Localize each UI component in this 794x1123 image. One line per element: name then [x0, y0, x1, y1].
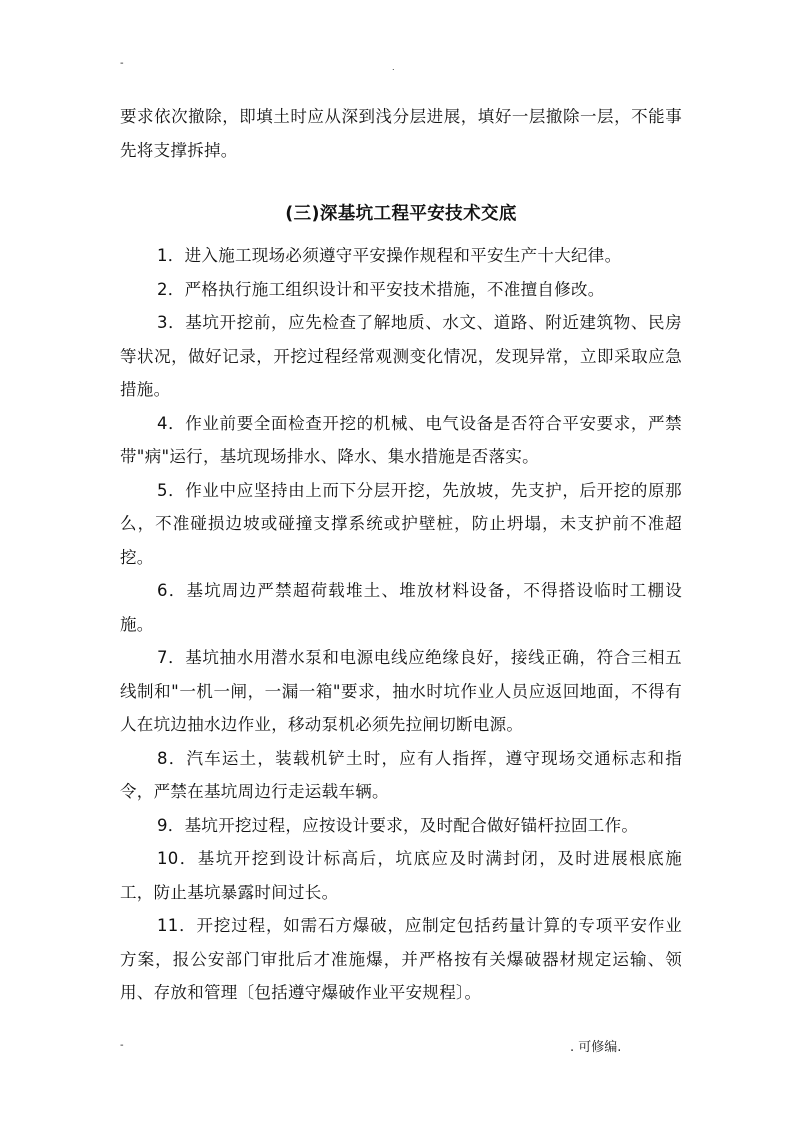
header-mid-mark: .	[392, 63, 395, 72]
list-item: 2．严格执行施工组织设计和平安技术措施，不准擅自修改。	[157, 279, 605, 299]
list-item: 5．作业中应坚持由上而下分层开挖，先放坡，先支护，后开挖的原那么，不准碰损边坡或碰撞支撑系统或护壁桩，防止坍塌，未支护前不准超挖。	[120, 480, 682, 567]
section-title: (三)深基坑工程平安技术交底	[285, 204, 517, 224]
list-item: 10．基坑开挖到设计标高后，坑底应及时满封闭，及时进展根底施工，防止基坑暴露时间过长。	[120, 849, 682, 902]
list-item: 7．基坑抽水用潜水泵和电源电线应绝缘良好，接线正确，符合三相五线制和"一机一闸，一漏一箱"要求，抽水时坑作业人员应返回地面，不得有人在坑边抽水边作业，移动泵机必须先拉闸切断电源。	[120, 648, 682, 734]
footer-editable-note: . 可修编.	[570, 1040, 622, 1055]
list-item: 1．进入施工现场必须遵守平安操作规程和平安生产十大纪律。	[157, 246, 622, 265]
list-item: 9．基坑开挖过程，应按设计要求，及时配合做好锚杆拉固工作。	[157, 815, 639, 835]
intro-paragraph: 要求依次撤除，即填土时应从深到浅分层进展，填好一层撤除一层，不能事先将支撑拆掉。	[120, 107, 682, 160]
list-item: 3．基坑开挖前，应先检查了解地质、水文、道路、附近建筑物、民房等状况，做好记录，开挖过程经常观测变化情况，发现异常，立即采取应急措施。	[120, 313, 682, 399]
list-item: 8．汽车运土，装载机铲土时，应有人指挥，遵守现场交通标志和指令，严禁在基坑周边行走运载车辆。	[120, 748, 682, 801]
list-item: 6．基坑周边严禁超荷载堆土、堆放材料设备，不得搭设临时工棚设施。	[120, 581, 682, 634]
list-item: 4．作业前要全面检查开挖的机械、电气设备是否符合平安要求，严禁带"病"运行，基坑现场排水、降水、集水措施是否落实。	[120, 413, 682, 466]
document-body	[120, 100, 682, 1010]
list-item: 11．开挖过程，如需石方爆破，应制定包括药量计算的专项平安作业方案，报公安部门审批后才准施爆，并严格按有关爆破器材规定运输、领用、存放和管理〔包括遵守爆破作业平安规程〕。	[120, 916, 682, 1002]
header-left-mark: -	[120, 58, 124, 69]
footer-left-mark: -	[120, 1040, 124, 1051]
